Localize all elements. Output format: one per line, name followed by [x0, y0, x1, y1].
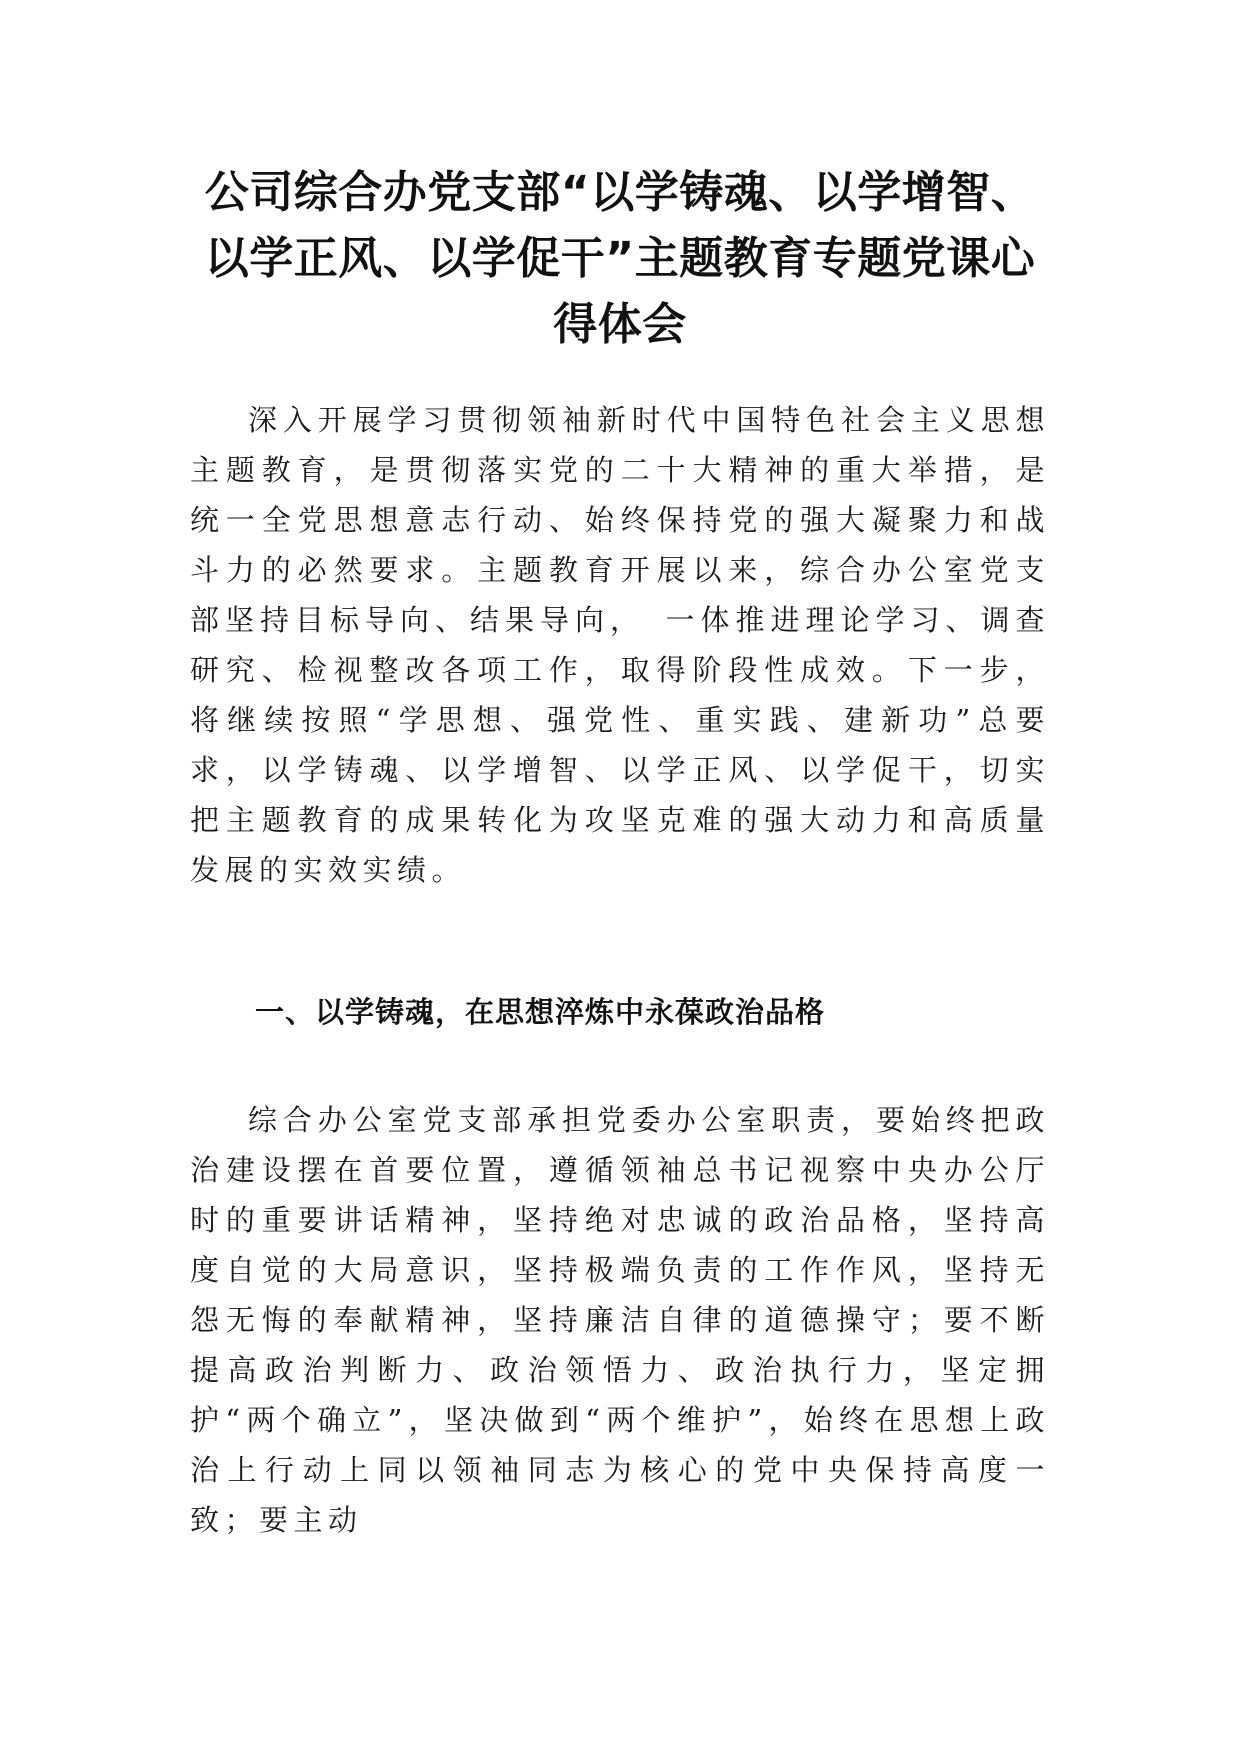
- section-paragraph: 综合办公室党支部承担党委办公室职责，要始终把政治建设摆在首要位置，遵循领袖总书记视察中央办公厅时的重要讲话精神，坚持绝对忠诚的政治品格，坚持高度自觉的大局意识，坚持极端负责的工作作风，坚持无怨无悔的奉献精神，坚持廉洁自律的道德操守；要不断提高政治判断力、政治领悟力、政治执行力，坚定拥护“两个确立”，坚决做到“两个维护”，始终在思想上政治上行动上同以领袖同志为核心的党中央保持高度一致；要主动: [190, 1103, 1050, 1537]
- section-heading: 一、以学铸魂，在思想淬炼中永葆政治品格: [255, 995, 826, 1029]
- document-title: 公司综合办党支部“以学铸魂、以学增智、以学正风、以学促干”主题教育专题党课心得体会: [204, 167, 1036, 350]
- intro-paragraph: 深入开展学习贯彻领袖新时代中国特色社会主义思想主题教育，是贯彻落实党的二十大精神的重大举措，是统一全党思想意志行动、始终保持党的强大凝聚力和战斗力的必然要求。主题教育开展以来，综合办公室党支部坚持目标导向、结果导向， 一体推进理论学习、调查研究、检视整改各项工作，取得阶段性成效。下一步，将继续按照“学思想、强党性、重实践、建新功”总要求，以学铸魂、以学增智、以学正风、以学促干，切实把主题教育的成果转化为攻坚克难的强大动力和高质量发展的实效实绩。: [190, 403, 1050, 887]
